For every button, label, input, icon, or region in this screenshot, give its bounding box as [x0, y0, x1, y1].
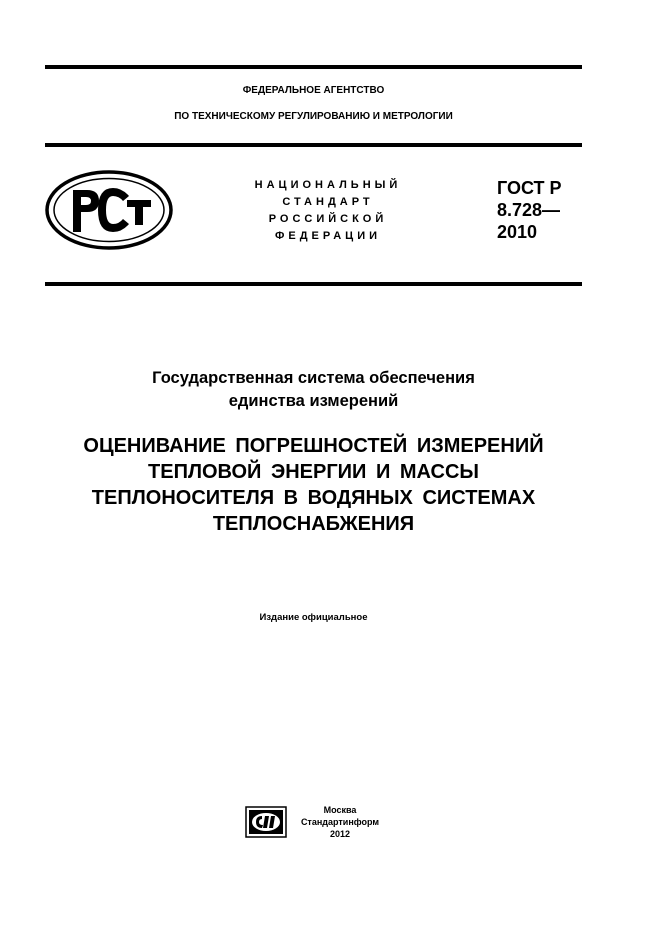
title-line-1: ОЦЕНИВАНИЕ ПОГРЕШНОСТЕЙ ИЗМЕРЕНИЙ: [83, 435, 544, 457]
gost-line-1: ГОСТ Р: [497, 178, 562, 198]
document-subtitle: [45, 367, 582, 413]
agency-line-1: ФЕДЕРАЛЬНОЕ АГЕНТСТВО: [242, 85, 385, 96]
national-line-4: ФЕДЕРАЦИИ: [274, 230, 382, 242]
rst-conformity-mark-icon: [45, 170, 173, 250]
title-line-4: ТЕПЛОСНАБЖЕНИЯ: [212, 513, 415, 535]
bottom-rule: [45, 282, 582, 286]
title-line-3: ТЕПЛОНОСИТЕЛЯ В ВОДЯНЫХ СИСТЕМАХ: [91, 487, 536, 509]
gost-line-3: 2010: [497, 222, 538, 242]
publisher-block: [295, 804, 385, 840]
national-line-1: НАЦИОНАЛЬНЫЙ: [254, 179, 402, 191]
agency-line-2: ПО ТЕХНИЧЕСКОМУ РЕГУЛИРОВАНИЮ И МЕТРОЛОГИИ: [174, 111, 453, 122]
subtitle-line-1: Государственная система обеспечения: [152, 369, 475, 387]
national-line-2: СТАНДАРТ: [282, 196, 374, 208]
gost-designation: [497, 177, 562, 243]
standartinform-logo-icon: [245, 806, 287, 838]
middle-rule: [45, 143, 582, 147]
subtitle-line-2: единства измерений: [228, 392, 399, 410]
publisher-year: 2012: [329, 829, 351, 839]
top-rule: [45, 65, 582, 69]
national-line-3: РОССИЙСКОЙ: [268, 213, 388, 225]
edition-label: Издание официальное: [259, 612, 368, 623]
publisher-name: Стандартинформ: [300, 817, 380, 827]
gost-line-2: 8.728—: [497, 200, 561, 220]
title-line-2: ТЕПЛОВОЙ ЭНЕРГИИ И МАССЫ: [148, 461, 479, 483]
document-title: [45, 433, 582, 537]
national-standard-label: [228, 177, 428, 245]
publisher-city: Москва: [323, 805, 357, 815]
